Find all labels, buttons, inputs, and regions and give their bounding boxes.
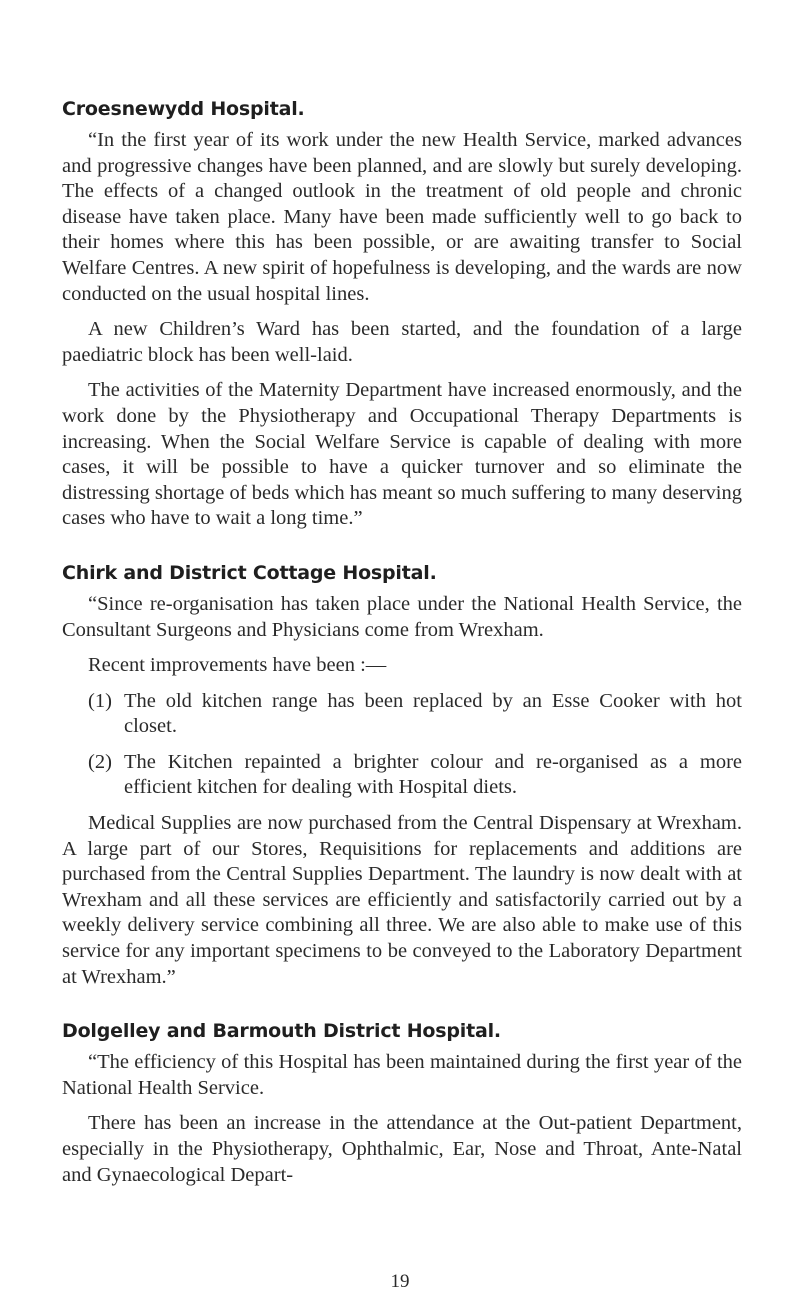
list-item-text: The Kitchen repainted a brighter colour and re-organised as a more efficient kitchen for dealing with Hospital diets. (124, 750, 742, 799)
section-heading: Chirk and District Cottage Hospital. (62, 561, 437, 584)
section-croesnewydd (62, 96, 742, 532)
paragraph: The activities of the Maternity Department have increased enormously, and the work done by the Physiotherapy and Occupational Therapy Departments is increasing. When the Social Welfare Service is capable of dealing with more cases, it will be possible to have a quicker turnover and so eliminate the distressing shortage of beds which has meant so much suffering to many deserving cases who have to wait a long time.” (62, 379, 742, 530)
paragraph: “The efficiency of this Hospital has been maintained during the first year of the National Health Service. (62, 1051, 742, 1099)
paragraph: “Since re-organisation has taken place under the National Health Service, the Consultant Surgeons and Physicians come from Wrexham. (62, 592, 742, 641)
list-item (88, 689, 742, 740)
paragraph: Recent improvements have been :— (88, 654, 387, 677)
section-heading: Dolgelley and Barmouth District Hospital. (62, 1020, 501, 1043)
page-number: 19 (390, 1271, 410, 1292)
paragraph: “In the first year of its work under the new Health Service, marked advances and progressive changes have been planned, and are slowly but surely developing. The effects of a changed outlook in the treatment of old people and chronic disease have taken place. Many have been made sufficiently well to go back to their homes where this has been possible, or are awaiting transfer to Social Welfare Centres. A new spirit of hopefulness is developing, and the wards are now conducted on the usual hospital lines. (62, 129, 742, 305)
document-page (62, 96, 742, 1216)
paragraph: A new Children’s Ward has been started, and the foundation of a large paediatric block has been well-laid. (62, 318, 742, 366)
section-heading: Croesnewydd Hospital. (62, 98, 305, 120)
list-item (88, 750, 742, 801)
paragraph: There has been an increase in the attendance at the Out-patient Department, especially in the Physiotherapy, Ophthalmic, Ear, Nose and Throat, Ante-Natal and Gynaecological Depart- (62, 1112, 742, 1186)
paragraph: Medical Supplies are now purchased from the Central Dispensary at Wrexham. A large part of our Stores, Requisitions for replacements and additions are purchased from the Central Supplies Department. The laundry is now dealt with at Wrexham and all these services are efficiently and satisfactorily carried out by a weekly delivery service combining all three. We are also able to make use of this service for any important specimens to be conveyed to the Laboratory Department at Wrexham.” (62, 812, 742, 988)
section-dolgelley (62, 1018, 742, 1188)
list-item-number: (1) (88, 689, 112, 712)
section-chirk (62, 560, 742, 990)
list-item-text: The old kitchen range has been replaced by an Esse Cooker with hot closet. (124, 689, 742, 738)
list-item-number: (2) (88, 750, 112, 773)
